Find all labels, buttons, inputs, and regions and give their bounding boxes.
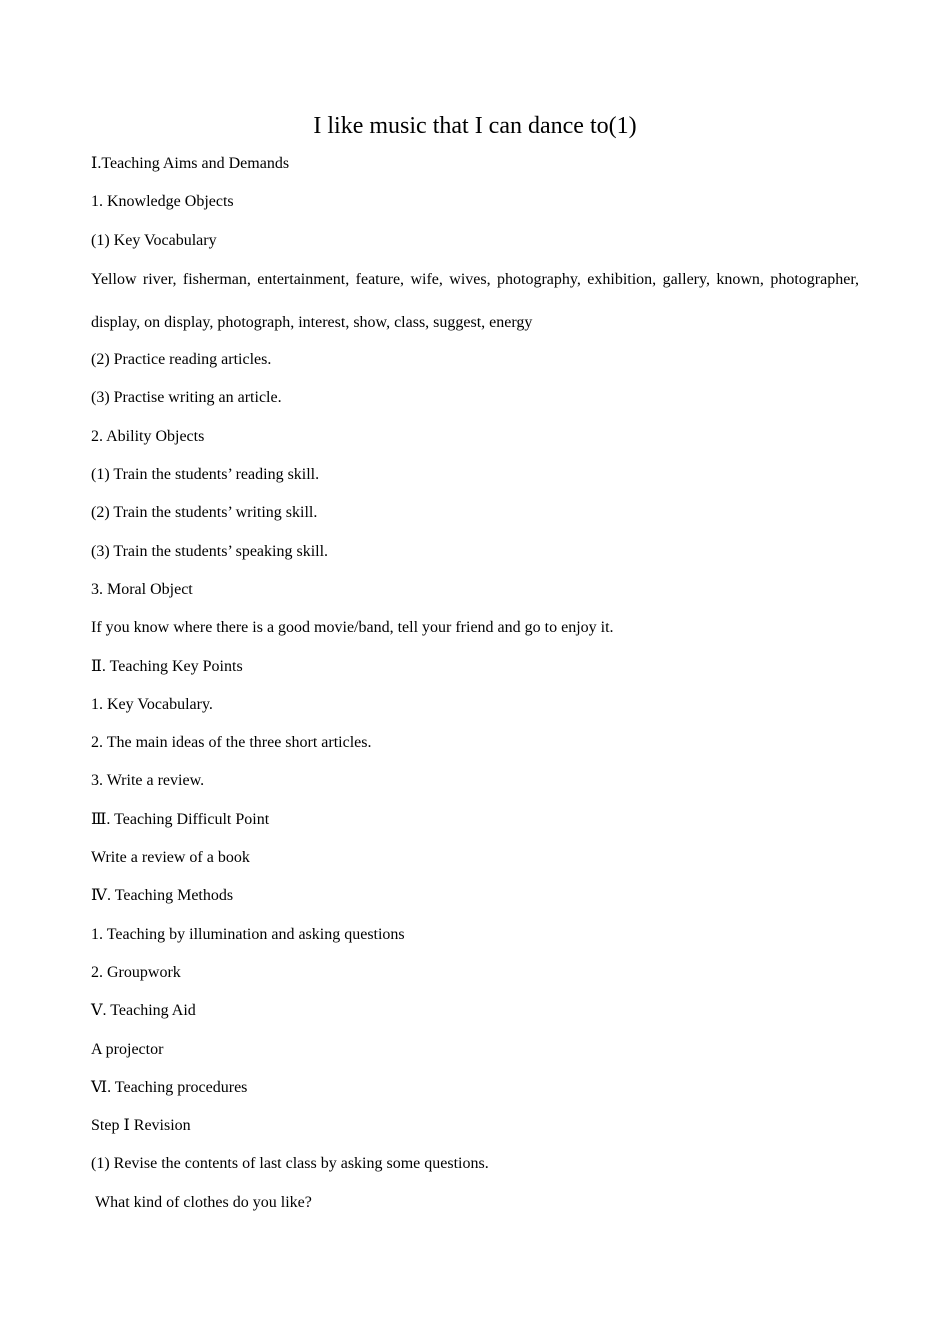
key-point-main-ideas: 2. The main ideas of the three short articles. [91,734,372,752]
item-train-speaking: (3) Train the students’ speaking skill. [91,542,329,560]
document-body [91,152,859,1229]
section-heading-aims: Ⅰ.Teaching Aims and Demands [91,155,290,172]
item-train-writing: (2) Train the students’ writing skill. [91,504,318,522]
method-item-1: 1. Teaching by illumination and asking questions [91,925,405,943]
vocabulary-list-text: Yellow river, fisherman, entertainment, feature, wife, wives, photography, exhibition, gallery, known, photographer, display, on display, photograph, interest, show, class, suggest, energy [91,270,859,331]
subheading-knowledge-objects: 1. Knowledge Objects [91,193,234,211]
section-heading-key-points: Ⅱ. Teaching Key Points [91,657,243,675]
document-title: I like music that I can dance to(1) [313,113,637,139]
revise-text: (1) Revise the contents of last class by asking some questions. [91,1155,489,1173]
moral-text: If you know where there is a good movie/band, tell your friend and go to enjoy it. [91,619,614,637]
item-practise-writing: (3) Practise writing an article. [91,389,282,407]
vocabulary-list [91,258,859,344]
item-train-reading: (1) Train the students’ reading skill. [91,466,320,484]
subheading-ability-objects: 2. Ability Objects [91,427,205,445]
key-point-review: 3. Write a review. [91,772,205,790]
section-heading-methods: Ⅳ. Teaching Methods [91,887,234,905]
subheading-moral-object: 3. Moral Object [91,580,193,598]
section-heading-difficult-point: Ⅲ. Teaching Difficult Point [91,810,270,828]
aid-text: A projector [91,1040,164,1058]
item-practice-reading: (2) Practice reading articles. [91,351,272,369]
difficult-point-text: Write a review of a book [91,849,250,867]
section-heading-aid: Ⅴ. Teaching Aid [91,1002,196,1020]
item-key-vocabulary: (1) Key Vocabulary [91,231,217,249]
key-point-vocabulary: 1. Key Vocabulary. [91,695,213,713]
section-heading-procedures: Ⅵ. Teaching procedures [91,1078,248,1096]
method-item-2: 2. Groupwork [91,963,181,981]
step-heading-revision: Step Ⅰ Revision [91,1117,191,1135]
question-text: What kind of clothes do you like? [95,1193,312,1211]
